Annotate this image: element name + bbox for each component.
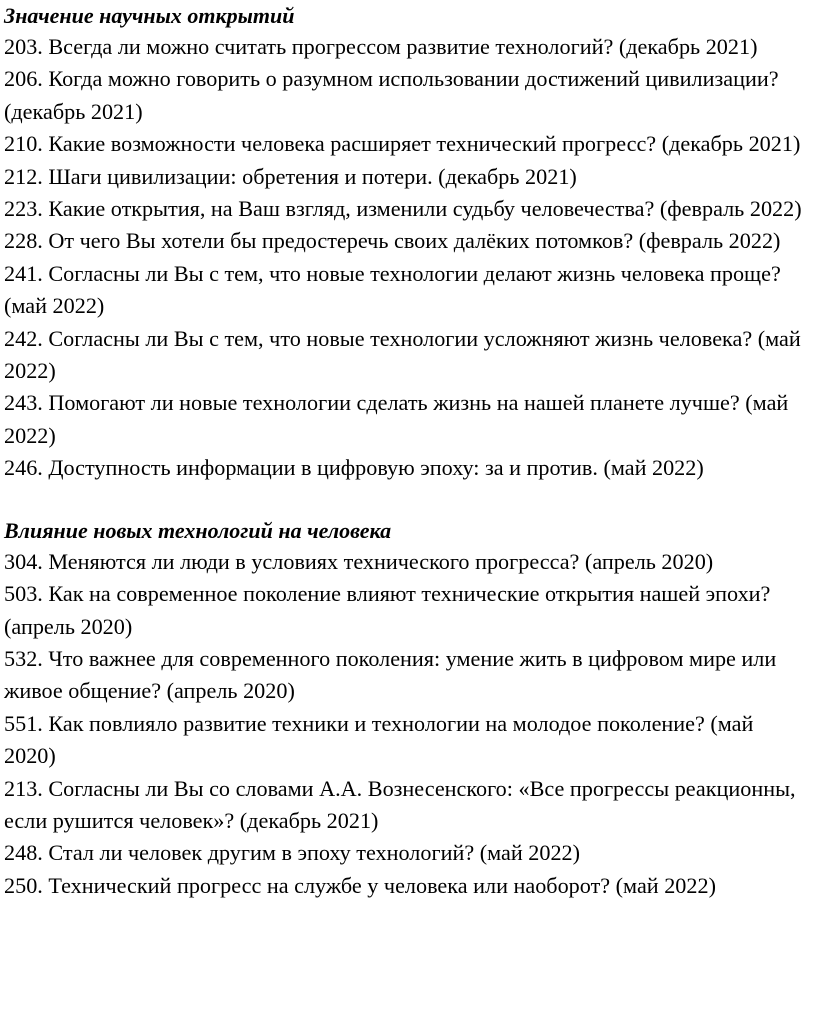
section-heading: Значение научных открытий (4, 3, 295, 28)
section-technology-impact (4, 515, 810, 902)
list-item: 532. Что важнее для современного поколения: умение жить в цифровом мире или живое общение? (апрель 2020) (4, 645, 777, 704)
document-page (4, 0, 810, 902)
list-item: 203. Всегда ли можно считать прогрессом развитие технологий? (декабрь 2021) (4, 34, 758, 59)
section-scientific-discoveries (4, 0, 810, 485)
list-item: 228. От чего Вы хотели бы предостеречь своих далёких потомков? (февраль 2022) (4, 228, 781, 254)
list-item: 213. Согласны ли Вы со словами А.А. Вознесенского: «Все прогрессы реакционны, если рушится человек»? (декабрь 2021) (4, 775, 796, 833)
list-item: 248. Стал ли человек другим в эпоху технологий? (май 2022) (4, 840, 581, 866)
list-item: 241. Согласны ли Вы с тем, что новые технологии делают жизнь человека проще? (май 2022) (4, 260, 781, 319)
list-item: 243. Помогают ли новые технологии сделать жизнь на нашей планете лучше? (май 2022) (4, 390, 789, 448)
list-item: 503. Как на современное поколение влияют технические открытия нашей эпохи? (апрель 2020) (4, 581, 771, 639)
section-spacer (4, 485, 810, 515)
list-item: 246. Доступность информации в цифровую эпоху: за и против. (май 2022) (4, 455, 704, 481)
list-item: 212. Шаги цивилизации: обретения и потери. (декабрь 2021) (4, 163, 577, 189)
list-item: 304. Меняются ли люди в условиях технического прогресса? (апрель 2020) (4, 548, 714, 574)
list-item: 242. Согласны ли Вы с тем, что новые технологии усложняют жизнь человека? (май 2022) (4, 325, 801, 384)
list-item: 210. Какие возможности человека расширяет технический прогресс? (декабрь 2021) (4, 131, 801, 157)
list-item: 250. Технический прогресс на службе у человека или наоборот? (май 2022) (4, 872, 716, 898)
section-heading: Влияние новых технологий на человека (4, 517, 392, 543)
list-item: 206. Когда можно говорить о разумном использовании достижений цивилизации? (декабрь 2021) (4, 66, 779, 124)
list-item: 551. Как повлияло развитие техники и технологии на молодое поколение? (май 2020) (4, 710, 754, 769)
list-item: 223. Какие открытия, на Ваш взгляд, изменили судьбу человечества? (февраль 2022) (4, 196, 802, 222)
